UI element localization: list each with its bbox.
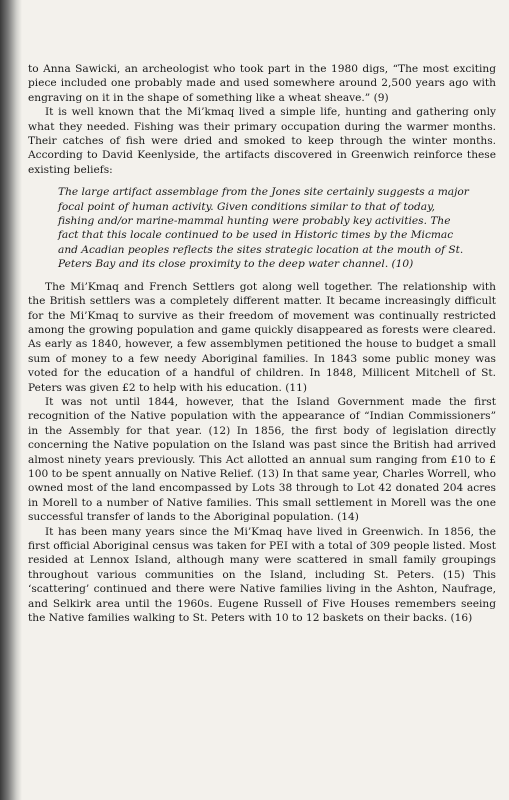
document-page xyxy=(28,62,496,625)
paragraph-settlers-relations: The Mi’Kmaq and French Settlers got along well together. The relationship with the British settlers was a completely different matter. It became increasingly difficult for the Mi’Kmaq to survive as their freedom of movement was continually restricted among the growing population and game quickly disappeared as forests were cleared. As early as 1840, however, a few assemblymen petitioned the house to budget a small sum of money to a few needy Aboriginal families. In 1843 some public money was voted for the education of a handful of children. In 1848, Millicent Mitchell of St. Peters was given £2 to help with his education. (11) xyxy=(28,280,496,394)
paragraph-indian-commissioners: It was not until 1844, however, that the Island Government made the first recognition of the Native population with the appearance of “Indian Commissioners” in the Assembly for that year. (12) In 1856, the first body of legislation directly concerning the Native population on the Island was past since the British had arrived almost ninety years previously. This Act allotted an annual sum ranging from £10 to £ 100 to be spent annually on Native Relief. (13) In that same year, Charles Worrell, who owned most of the land encompassed by Lots 38 through to Lot 42 donated 204 acres in Morell to a number of Native families. This small settlement in Morell was the one successful transfer of lands to the Aboriginal population. (14) xyxy=(28,395,496,524)
paragraph-mikmaq-lifestyle: It is well known that the Mi’kmaq lived a simple life, hunting and gathering only what they needed. Fishing was their primary occupation during the warmer months. Their catches of fish were dried and smoked to keep through the winter months. According to David Keenlyside, the artifacts discovered in Greenwich reinforce these existing beliefs: xyxy=(28,106,496,176)
paragraph-aboriginal-census: It has been many years since the Mi’Kmaq have lived in Greenwich. In 1856, the first official Aboriginal census was taken for PEI with a total of 309 people listed. Most resided at Lennox Island, although many were scattered in small family groupings throughout various communities on the Island, including St. Peters. (15) This ‘scattering’ continued and there were Native families living in the Ashton, Naufrage, and Selkirk area until the 1960s. Eugene Russell of Five Houses remembers seeing the Native families walking to St. Peters with 10 to 12 baskets on their backs. (16) xyxy=(28,525,496,625)
page-binding-shadow xyxy=(0,0,22,800)
paragraph-continuation: to Anna Sawicki, an archeologist who took part in the 1980 digs, “The most exciting piece included one probably made and used somewhere around 2,500 years ago with engraving on it in the shape of something like a wheat sheave.” (9) xyxy=(28,63,496,104)
block-quote-keenlyside: The large artifact assemblage from the Jones site certainly suggests a major focal point of human activity. Given conditions similar to that of today, fishing and/or marine-mammal hunting were probably key activities. The fact that this locale continued to be used in Historic times by the Micmac and Acadian peoples reflects the sites strategic location at the mouth of St. Peters Bay and its close proximity to the deep water channel. (10) xyxy=(58,186,469,271)
